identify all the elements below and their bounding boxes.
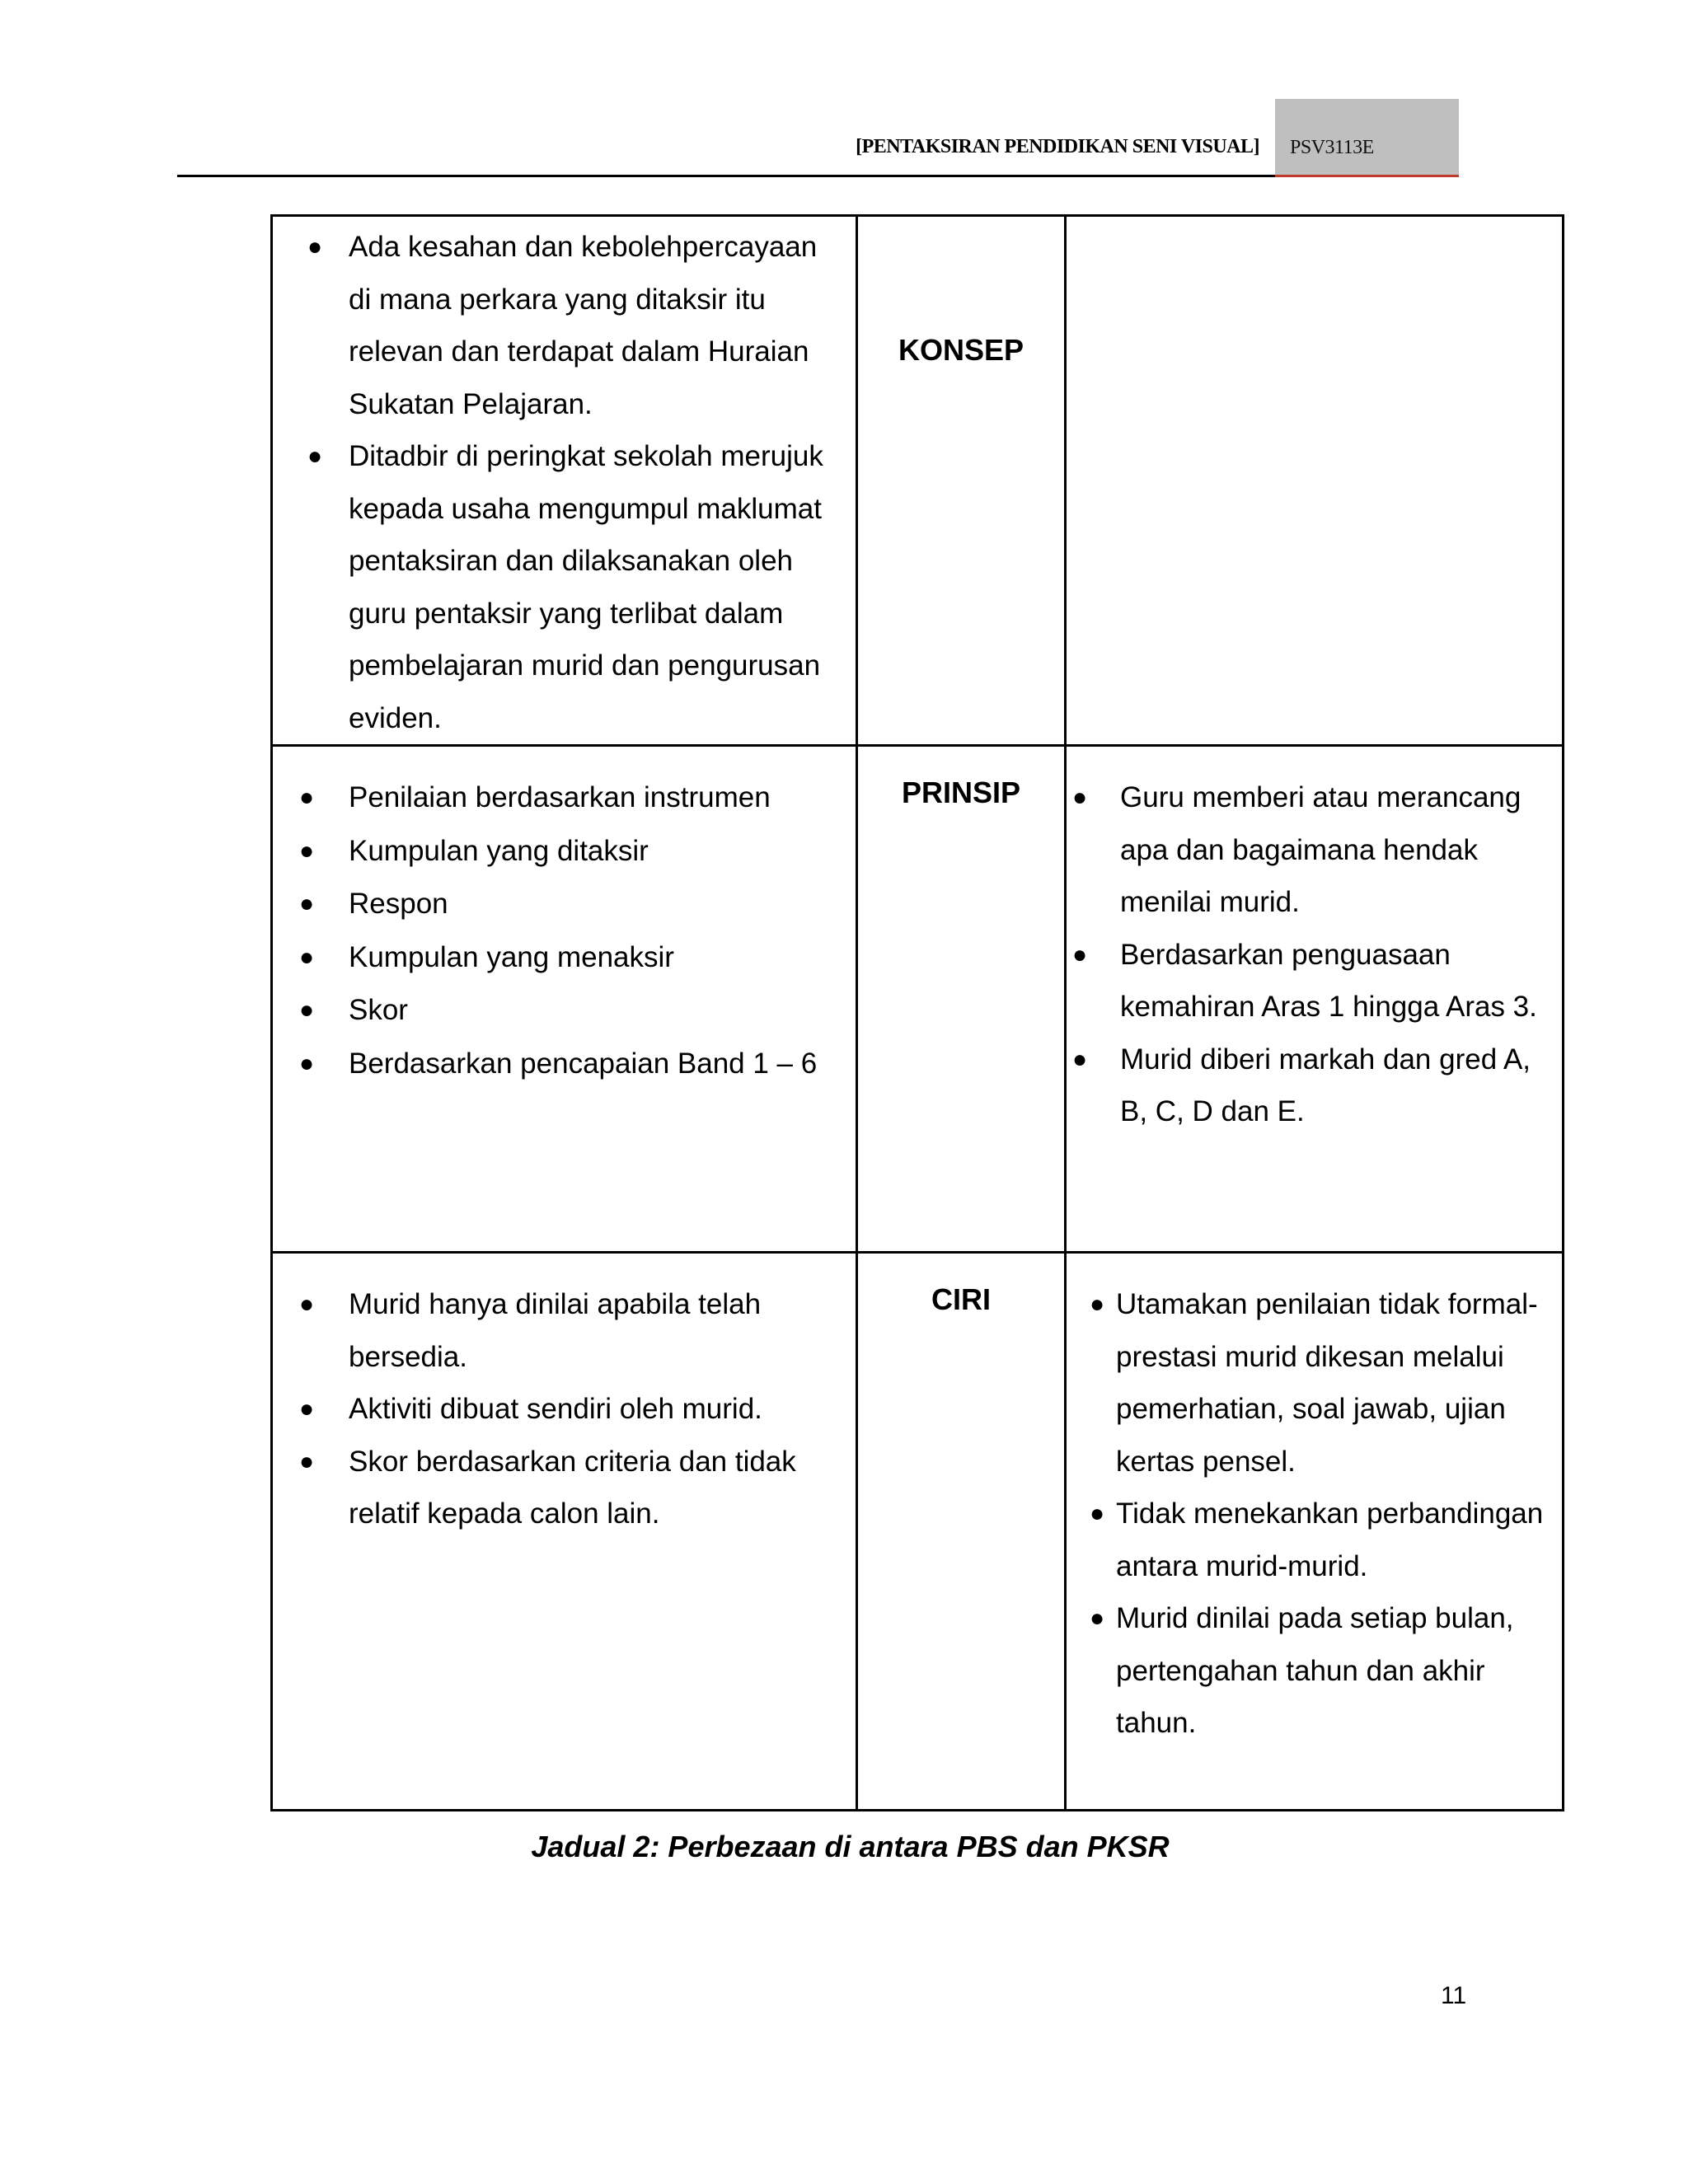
row-label-prinsip: PRINSIP <box>901 776 1021 809</box>
list-item: ● Kumpulan yang menaksir <box>349 931 847 984</box>
list-item: ● Murid diberi markah dan gred A, B, C, D dan E. <box>1120 1033 1545 1138</box>
prinsip-left-cell <box>272 746 857 1253</box>
ciri-right-cell <box>1066 1253 1564 1811</box>
bullet-icon: ● <box>299 1447 315 1475</box>
ciri-label-cell <box>857 1253 1066 1811</box>
bullet-icon: ● <box>307 443 323 470</box>
bullet-icon: ● <box>1072 1045 1088 1073</box>
bullet-icon: ● <box>1090 1605 1105 1632</box>
bullet-icon: ● <box>1090 1291 1105 1318</box>
row-label-konsep: KONSEP <box>898 333 1025 367</box>
konsep-label-cell <box>857 216 1066 746</box>
bullet-icon: ● <box>299 837 315 865</box>
konsep-right-cell <box>1066 216 1564 746</box>
list-item: ● Utamakan penilaian tidak formal- prestasi murid dikesan melalui pemerhatian, soal jawab, ujian kertas pensel. <box>1116 1278 1545 1488</box>
list-item: ● Skor <box>349 984 847 1037</box>
bullet-icon: ● <box>1090 1500 1105 1527</box>
page-number: 11 <box>1441 1982 1467 2009</box>
table-row-ciri <box>272 1253 1564 1811</box>
list-item: ● Penilaian berdasarkan instrumen <box>349 771 847 824</box>
list-item: ● Murid hanya dinilai apabila telah bersedia. <box>349 1278 844 1383</box>
table-row-prinsip <box>272 746 1564 1253</box>
prinsip-right-cell <box>1066 746 1564 1253</box>
bullet-icon: ● <box>299 1291 315 1318</box>
list-item: ● Murid dinilai pada setiap bulan, pertengahan tahun dan akhir tahun. <box>1116 1592 1545 1750</box>
list-item: ● Berdasarkan penguasaan kemahiran Aras 1 hingga Aras 3. <box>1120 929 1545 1033</box>
bullet-icon: ● <box>299 784 315 811</box>
list-item: ● Ditadbir di peringkat sekolah merujuk kepada usaha mengumpul maklumat pentaksiran dan dilaksanakan oleh guru pentaksir yang terlibat dalam pembelajaran murid dan pengurusan eviden. <box>349 430 841 744</box>
bullet-icon: ● <box>299 996 315 1024</box>
list-item: ● Aktiviti dibuat sendiri oleh murid. <box>349 1383 844 1436</box>
bullet-icon: ● <box>1072 940 1088 968</box>
list-item: ● Skor berdasarkan criteria dan tidak relatif kepada calon lain. <box>349 1436 844 1540</box>
konsep-left-cell <box>272 216 857 746</box>
prinsip-label-cell <box>857 746 1066 1253</box>
table-caption: Jadual 2: Perbezaan di antara PBS dan PKSR <box>531 1830 1170 1863</box>
list-item: ● Berdasarkan pencapaian Band 1 – 6 <box>349 1038 847 1090</box>
list-item: ● Respon <box>349 878 847 930</box>
bullet-icon: ● <box>299 943 315 971</box>
comparison-table <box>270 214 1564 1811</box>
list-item: ● Guru memberi atau merancang apa dan bagaimana hendak menilai murid. <box>1120 771 1545 929</box>
list-item: ● Ada kesahan dan kebolehpercayaan di mana perkara yang ditaksir itu relevan dan terdapat dalam Huraian Sukatan Pelajaran. <box>349 221 841 430</box>
bullet-icon: ● <box>299 890 315 917</box>
header-code-underline <box>1275 175 1459 177</box>
bullet-icon: ● <box>299 1395 315 1422</box>
list-item: ● Kumpulan yang ditaksir <box>349 825 847 878</box>
row-label-ciri: CIRI <box>931 1282 991 1316</box>
header-rule <box>177 175 1459 177</box>
table-row-konsep <box>272 216 1564 746</box>
running-header-title: [PENTAKSIRAN PENDIDIKAN SENI VISUAL] <box>856 136 1259 157</box>
running-header-code: PSV3113E <box>1290 137 1374 158</box>
bullet-icon: ● <box>299 1049 315 1077</box>
bullet-icon: ● <box>1072 784 1088 811</box>
list-item: ● Tidak menekankan perbandingan antara murid-murid. <box>1116 1488 1545 1592</box>
ciri-left-cell <box>272 1253 857 1811</box>
bullet-icon: ● <box>307 233 323 260</box>
